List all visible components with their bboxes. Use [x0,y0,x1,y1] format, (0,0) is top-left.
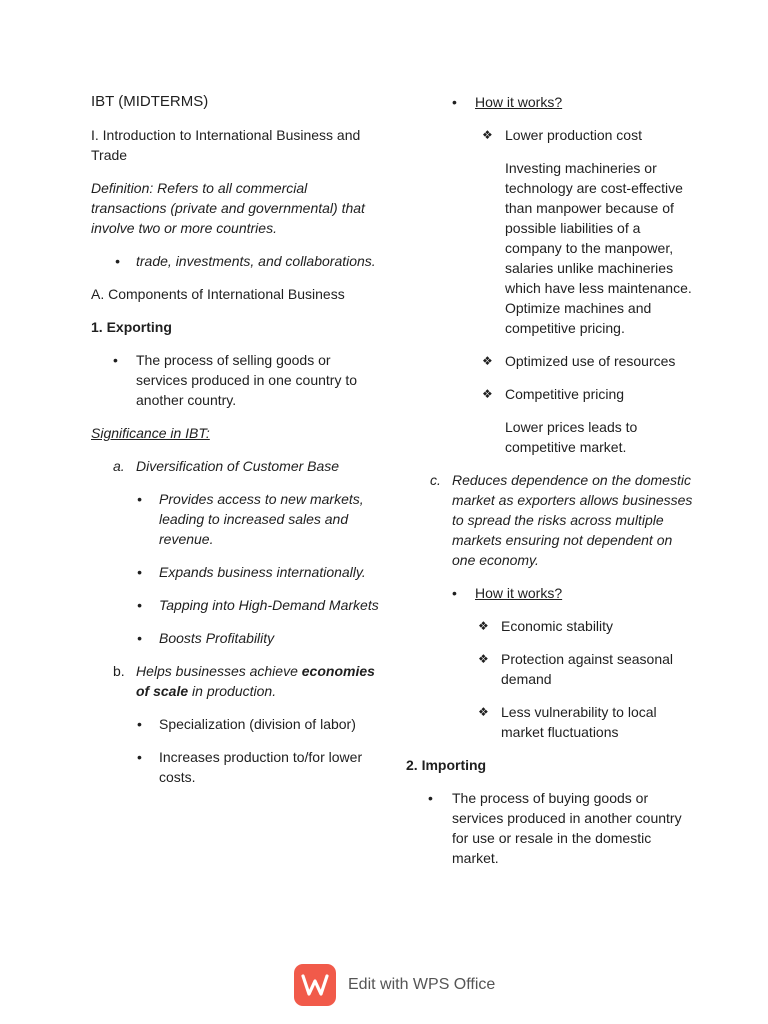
how-it-works-label: How it works? [475,585,563,601]
list-item-text: Expands business internationally. [159,564,366,580]
competitive-pricing-label: Competitive pricing [505,386,625,402]
significance-c [406,470,696,570]
components-heading: A. Components of International Business [91,286,345,302]
list-item [91,562,381,582]
bullet-marker: • [113,352,118,368]
significance-c-text: Reduces dependence on the domestic market as exporters allows businesses to spread the risks across multiple markets ensuring not dependent on one economy. [452,472,693,568]
competitive-desc: Lower prices leads to competitive market. [505,419,638,455]
bullet-marker: • [137,491,142,507]
bullet-marker: • [137,749,142,765]
bullet-marker: • [137,630,142,646]
list-marker-a: a. [113,458,125,474]
seasonal-label: Protection against seasonal demand [501,651,673,687]
diamond-item [406,384,696,404]
list-item [91,595,381,615]
exporting-desc-item [91,350,381,410]
diamond-icon: ❖ [478,705,489,719]
bullet-text: trade, investments, and collaborations. [136,253,376,269]
how-it-works-item [406,583,696,603]
significance-a [91,456,381,476]
list-marker-c: c. [430,472,441,488]
importing-desc-item [406,788,696,868]
significance-b [91,661,381,701]
list-item-text: Tapping into High-Demand Markets [159,597,379,613]
diamond-item [406,616,696,636]
diamond-item [406,702,696,742]
document-title: IBT (MIDTERMS) [91,93,209,110]
left-column [91,92,381,787]
bullet-marker: • [137,597,142,613]
bullet-marker: • [452,94,457,110]
wps-edit-label[interactable]: Edit with WPS Office [348,976,496,993]
importing-desc: The process of buying goods or services produced in another country for use or resale in the domestic market. [452,790,682,866]
bullet-marker: • [452,585,457,601]
wps-logo-icon [294,964,336,1006]
significance-label: Significance in IBT: [91,425,210,441]
definition-bullet-item [91,251,381,271]
how-it-works-label: How it works? [475,94,563,110]
list-item [91,747,381,787]
list-item-text: Boosts Profitability [159,630,275,646]
diamond-item [406,649,696,689]
diamond-icon: ❖ [482,128,493,142]
list-item-text: Increases production to/for lower costs. [159,749,363,785]
bullet-marker: • [137,716,142,732]
vulnerability-label: Less vulnerability to local market fluctuations [501,704,657,740]
diamond-icon: ❖ [482,354,493,368]
how-it-works-item [406,92,696,112]
significance-a-text: Diversification of Customer Base [136,458,340,474]
diamond-item [406,125,696,145]
diamond-item [406,351,696,371]
significance-b-pre: Helps businesses achieve [136,663,302,679]
list-marker-b: b. [113,663,125,679]
lower-cost-label: Lower production cost [505,127,642,143]
definition-text: Definition: Refers to all commercial transactions (private and governmental) that involve two or more countries. [91,180,365,236]
diamond-icon: ❖ [482,387,493,401]
wps-w-glyph [301,973,329,997]
right-column [406,92,696,868]
lower-cost-desc: Investing machineries or technology are cost-effective than manpower because of possible liabilities of a company to the manpower, salaries unlike machineries which have less maintenance. Optimize machines and competitive pricing. [505,160,692,336]
list-item [91,489,381,549]
exporting-desc: The process of selling goods or services produced in one country to another country. [136,352,358,408]
section-heading: I. Introduction to International Business and Trade [91,127,361,163]
bullet-marker: • [115,253,120,269]
wps-edit-banner[interactable] [294,964,514,1008]
list-item [91,628,381,648]
economic-stability-label: Economic stability [501,618,614,634]
optimized-use-label: Optimized use of resources [505,353,676,369]
importing-heading: 2. Importing [406,757,487,773]
list-item [91,714,381,734]
list-item-text: Provides access to new markets, leading to increased sales and revenue. [159,491,364,547]
exporting-heading: 1. Exporting [91,319,172,335]
significance-b-emphasis: economies of scale [136,663,375,699]
bullet-marker: • [428,790,433,806]
diamond-icon: ❖ [478,652,489,666]
diamond-icon: ❖ [478,619,489,633]
significance-b-post: in production. [188,683,277,699]
bullet-marker: • [137,564,142,580]
list-item-text: Specialization (division of labor) [159,716,356,732]
